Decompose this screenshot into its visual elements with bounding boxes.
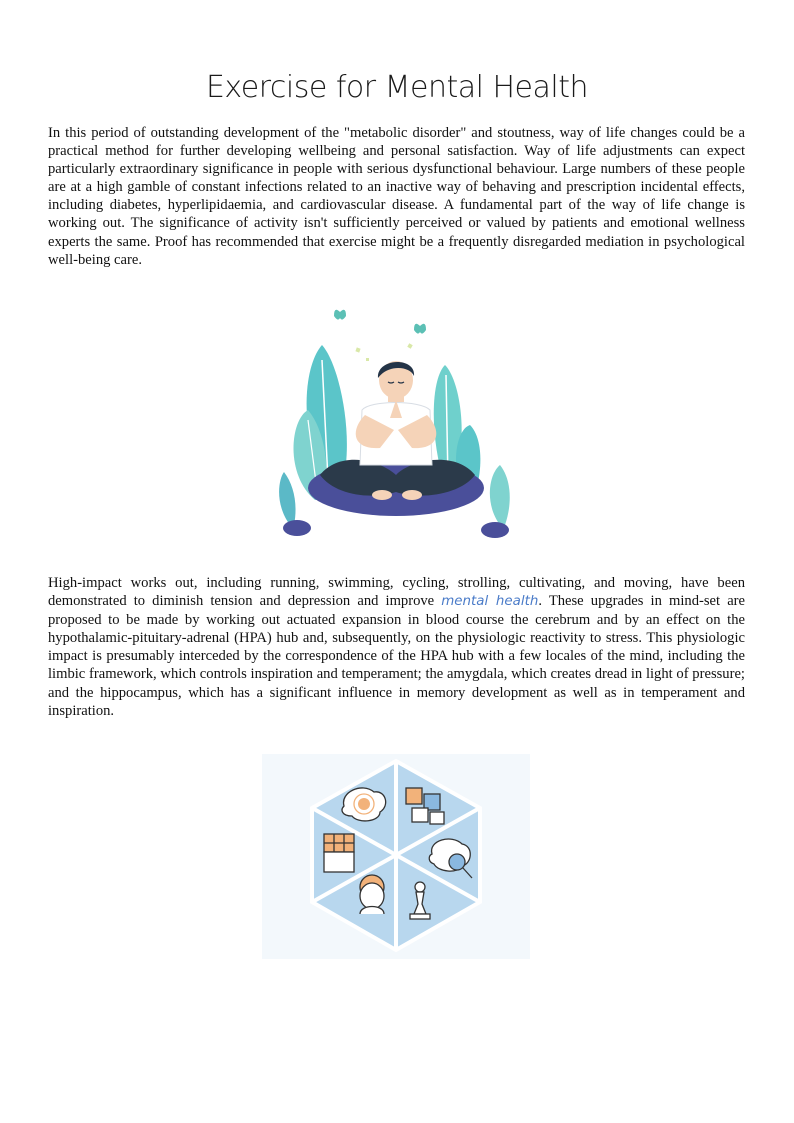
body-paragraph <box>48 574 745 720</box>
person-thinking-icon <box>360 875 384 914</box>
chocolate-icon <box>324 834 354 872</box>
page-title: Exercise for Mental Health <box>205 70 589 106</box>
meditating-person-illustration <box>270 300 525 545</box>
body-text-start: High-impact works out, including running, swimming, cycling, strolling, cultivating, and moving, have been demonstrated to diminish tension and depression and improve <box>48 575 745 610</box>
butterfly-icon <box>334 310 426 334</box>
brain-icon <box>342 788 386 821</box>
intro-paragraph: In this period of outstanding development of the "metabolic disorder" and stoutness, way of life changes could be a practical method for further developing wellbeing and personal satisfaction. Way of life adjustments can expect particularly extraordinary significance in people with serious dysfunctional behaviour. Large numbers of these people are at a high gamble of constant infections related to an inactive way of behaving and prescription incidental effects, including diabetes, hyperlipidaemia, and cardiovascular disease. A fundamental part of the way of life change is working out. The significance of activity isn't sufficiently perceived or valued by patients and emotional wellness experts the same. Proof has recommended that exercise might be a frequently disregarded mediation in psychological well-being care. <box>48 125 745 268</box>
body-text-end: . These upgrades in mind-set are proposed to be made by working out actuated expansion in blood course the cerebrum and by an effect on the hypothalamic-pituitary-adrenal (HPA) hub and, subsequently, on the physiologic reactivity to stress. This physiologic impact is presumably interceded by the correspondence of the HPA hub with a few locales of the mind, including the limbic framework, which controls inspiration and temperament; the amygdala, which creates dread in light of pressure; and the hippocampus, which has a significant influence in memory development as well as in temperament and inspiration. <box>48 593 746 719</box>
brain-functions-hexagon <box>262 754 530 959</box>
mental-health-link[interactable]: mental health <box>441 594 539 610</box>
